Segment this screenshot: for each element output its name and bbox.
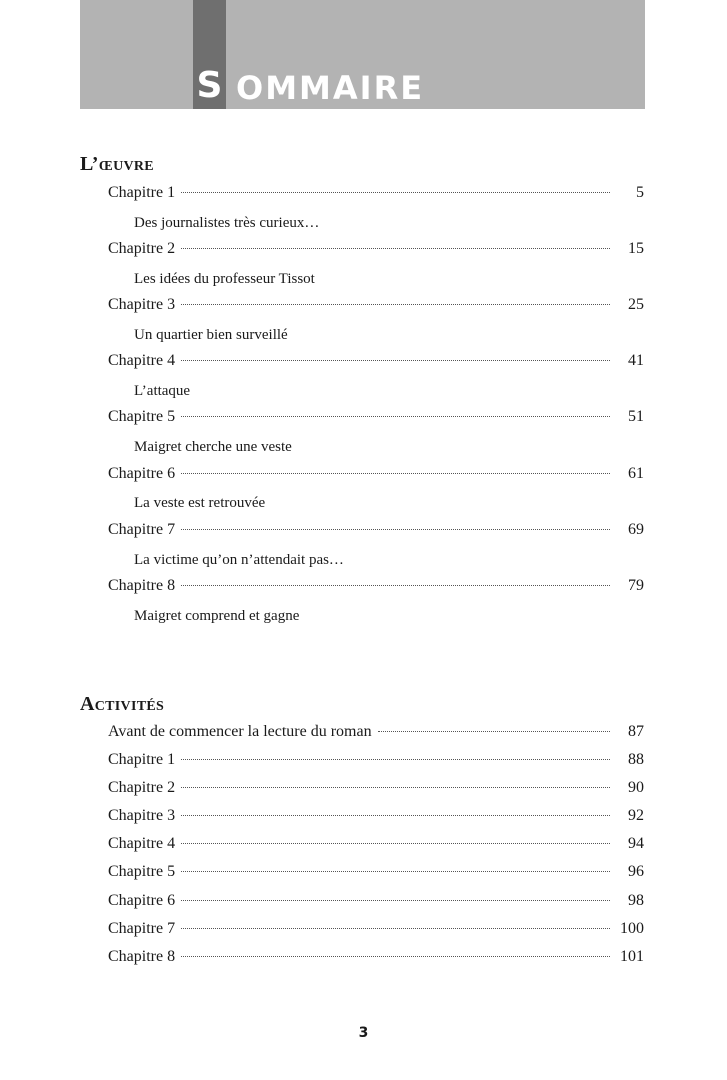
chapter-subtitle: Les idées du professeur Tissot xyxy=(134,271,315,287)
toc-entry[interactable] xyxy=(108,240,644,264)
dot-leader xyxy=(181,192,610,193)
chapter-subtitle: La veste est retrouvée xyxy=(134,495,266,511)
dot-leader xyxy=(181,416,610,417)
toc-entry-page: 15 xyxy=(628,240,644,257)
section-title-activites: Activités xyxy=(80,693,165,715)
toc-entry[interactable] xyxy=(108,296,644,320)
toc-entry-label: Chapitre 8 xyxy=(108,577,176,594)
toc-entry-page: 94 xyxy=(628,835,644,852)
dot-leader xyxy=(181,585,610,586)
toc-entry-page: 101 xyxy=(620,948,644,965)
dot-leader xyxy=(181,843,610,844)
chapter-subtitle: Des journalistes très curieux… xyxy=(134,215,320,231)
chapter-subtitle: Maigret cherche une veste xyxy=(134,439,292,455)
toc-entry-label: Chapitre 5 xyxy=(108,863,176,880)
toc-entry-label: Chapitre 2 xyxy=(108,779,176,796)
page-number: 3 xyxy=(358,1025,369,1041)
toc-entry[interactable] xyxy=(108,779,644,803)
toc-entry[interactable] xyxy=(108,863,644,887)
toc-entry-label: Chapitre 8 xyxy=(108,948,176,965)
toc-entry[interactable] xyxy=(108,408,644,432)
dot-leader xyxy=(181,787,610,788)
dot-leader xyxy=(181,871,610,872)
dot-leader xyxy=(181,956,610,957)
chapter-subtitle: Maigret comprend et gagne xyxy=(134,608,300,624)
toc-entry-page: 100 xyxy=(620,920,644,937)
chapter-subtitle: L’attaque xyxy=(134,383,191,399)
section-title-oeuvre: L’œuvre xyxy=(80,153,154,175)
toc-entry-label: Chapitre 6 xyxy=(108,465,176,482)
toc-entry[interactable] xyxy=(108,521,644,545)
dot-leader xyxy=(181,248,610,249)
toc-entry[interactable] xyxy=(108,807,644,831)
dot-leader xyxy=(181,900,610,901)
toc-entry[interactable] xyxy=(108,892,644,916)
dot-leader xyxy=(181,473,610,474)
toc-entry-page: 92 xyxy=(628,807,644,824)
toc-entry[interactable] xyxy=(108,723,644,747)
page-title: OMMAIRE xyxy=(236,69,425,107)
chapter-subtitle: La victime qu’on n’attendait pas… xyxy=(134,552,344,568)
toc-entry[interactable] xyxy=(108,751,644,775)
toc-entry-label: Avant de commencer la lecture du roman xyxy=(108,723,372,740)
toc-entry-label: Chapitre 1 xyxy=(108,751,176,768)
dot-leader xyxy=(378,731,610,732)
toc-entry-label: Chapitre 3 xyxy=(108,296,176,313)
toc-entry[interactable] xyxy=(108,948,644,972)
title-initial: S xyxy=(196,65,223,106)
toc-entry[interactable] xyxy=(108,577,644,601)
toc-entry[interactable] xyxy=(108,184,644,208)
toc-entry-label: Chapitre 7 xyxy=(108,920,176,937)
dot-leader xyxy=(181,928,610,929)
toc-entry[interactable] xyxy=(108,465,644,489)
toc-entry-label: Chapitre 4 xyxy=(108,835,176,852)
toc-entry-page: 79 xyxy=(628,577,644,594)
toc-entry[interactable] xyxy=(108,352,644,376)
dot-leader xyxy=(181,304,610,305)
chapter-subtitle: Un quartier bien surveillé xyxy=(134,327,288,343)
toc-entry-page: 90 xyxy=(628,779,644,796)
dot-leader xyxy=(181,360,610,361)
toc-entry-page: 61 xyxy=(628,465,644,482)
toc-entry-page: 96 xyxy=(628,863,644,880)
toc-entry-page: 88 xyxy=(628,751,644,768)
toc-entry-label: Chapitre 3 xyxy=(108,807,176,824)
toc-entry-label: Chapitre 5 xyxy=(108,408,176,425)
toc-entry-page: 98 xyxy=(628,892,644,909)
toc-entry-page: 87 xyxy=(628,723,644,740)
dot-leader xyxy=(181,759,610,760)
toc-entry-page: 25 xyxy=(628,296,644,313)
toc-entry-page: 41 xyxy=(628,352,644,369)
toc-entry-page: 51 xyxy=(628,408,644,425)
toc-entry-label: Chapitre 6 xyxy=(108,892,176,909)
toc-entry-label: Chapitre 4 xyxy=(108,352,176,369)
toc-entry-label: Chapitre 2 xyxy=(108,240,176,257)
toc-entry-label: Chapitre 1 xyxy=(108,184,176,201)
toc-entry-page: 5 xyxy=(636,184,644,201)
dot-leader xyxy=(181,815,610,816)
toc-entry-page: 69 xyxy=(628,521,644,538)
toc-entry[interactable] xyxy=(108,835,644,859)
toc-entry[interactable] xyxy=(108,920,644,944)
toc-entry-label: Chapitre 7 xyxy=(108,521,176,538)
dot-leader xyxy=(181,529,610,530)
